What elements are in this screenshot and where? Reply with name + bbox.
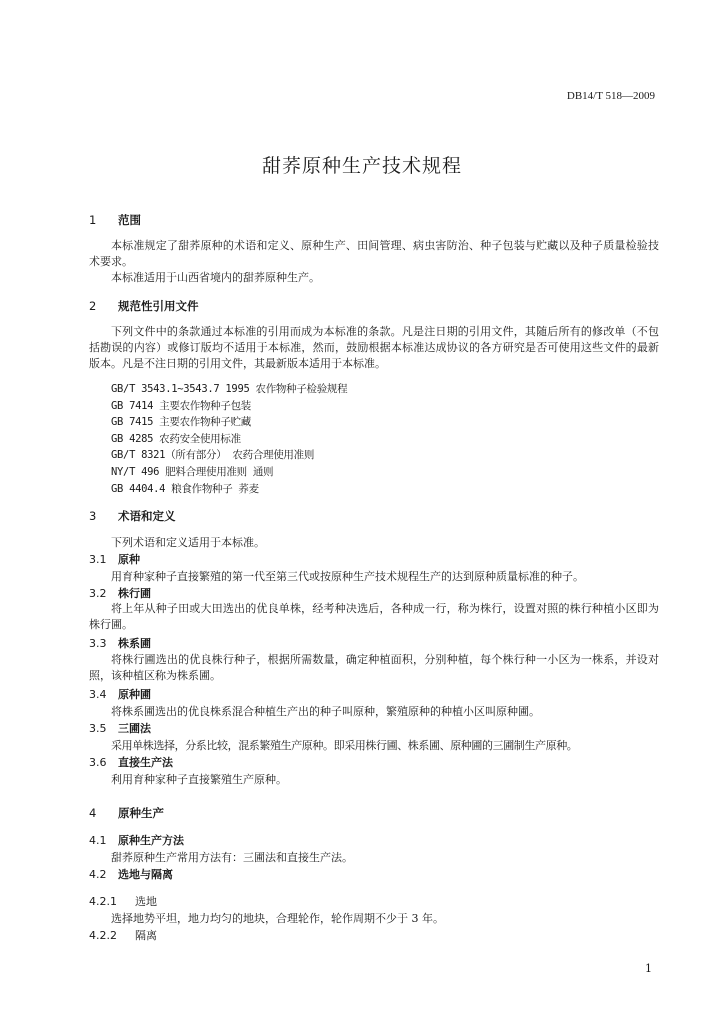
term-3-5-text: 采用单株选择，分系比较，混系繁殖生产原种。即采用株行圃、株系圃、原种圃的三圃制生产原种。 [111,739,578,752]
section-1-paragraph-2: 本标准适用于山西省境内的甜荞原种生产。 [111,271,320,284]
standard-code: DB14/T 518—2009 [566,90,655,102]
section-4-heading [89,805,164,821]
page-number: 1 [645,962,652,975]
subsection-4-1-text: 甜荞原种生产常用方法有：三圃法和直接生产法。 [111,851,353,864]
term-number: 3.1 [89,553,107,566]
subsection-4-1-heading [89,832,184,848]
subsection-number: 4.2.2 [89,929,117,942]
term-number: 3.3 [89,637,107,650]
subsection-4-2-2-heading [89,927,157,943]
section-number: 1 [89,213,97,227]
term-number: 3.2 [89,587,107,600]
section-1-paragraph-1: 本标准规定了甜荞原种的术语和定义、原种生产、田间管理、病虫害防治、种子包装与贮藏以及种子质量检验技术要求。 [89,239,659,268]
subsection-4-2-heading [89,866,173,882]
term-title: 株系圃 [118,637,151,650]
term-3-4-text: 将株系圃选出的优良株系混合种植生产出的种子叫原种，繁殖原种的种植小区叫原种圃。 [111,705,540,718]
term-number: 3.4 [89,688,107,701]
reference-item: NY/T 496 肥料合理使用准则 通则 [111,466,274,478]
term-3-3-heading [89,635,151,651]
section-2-paragraph-1: 下列文件中的条款通过本标准的引用而成为本标准的条款。凡是注日期的引用文件，其随后所有的修改单（不包括勘误的内容）或修订版均不适用于本标准，然而，鼓励根据本标准达成协议的各方研究是否可使用这些文件的最新版本。凡是不注日期的引用文件，其最新版本适用于本标准。 [89,325,659,370]
term-3-6-heading [89,754,173,770]
reference-item: GB 7415 主要农作物种子贮藏 [111,416,251,428]
document-title: 甜荞原种生产技术规程 [261,155,462,177]
term-title: 原种 [118,553,140,566]
term-3-1-heading [89,551,140,567]
term-3-2-heading [89,585,151,601]
section-title: 规范性引用文件 [118,299,199,313]
section-number: 3 [89,509,97,523]
subsection-number: 4.1 [89,834,107,847]
section-3-intro: 下列术语和定义适用于本标准。 [111,536,265,549]
section-title: 原种生产 [118,806,164,820]
reference-item: GB 4285 农药安全使用标准 [111,433,241,445]
section-1-heading [89,212,141,228]
subsection-title: 选地 [135,895,157,908]
term-number: 3.5 [89,722,107,735]
reference-item: GB 7414 主要农作物种子包装 [111,400,251,412]
term-3-5-heading [89,720,151,736]
section-title: 术语和定义 [118,509,176,523]
section-3-heading [89,508,176,524]
subsection-4-2-1-text: 选择地势平坦，地力均匀的地块，合理轮作，轮作周期不少于 3 年。 [111,912,444,925]
section-number: 2 [89,299,97,313]
section-number: 4 [89,806,97,820]
term-3-4-heading [89,686,151,702]
term-title: 原种圃 [118,688,151,701]
section-2-heading [89,298,199,314]
term-number: 3.6 [89,756,107,769]
subsection-title: 隔离 [135,929,157,942]
term-3-6-text: 利用育种家种子直接繁殖生产原种。 [111,773,287,786]
subsection-title: 选地与隔离 [118,868,173,881]
term-3-3-text: 将株行圃选出的优良株行种子，根据所需数量，确定种植面积，分别种植，每个株行种一小区为一株系，并设对照，该种植区称为株系圃。 [89,653,659,682]
term-3-2-text: 将上年从种子田或大田选出的优良单株，经考种决选后，各种成一行，称为株行，设置对照的株行种植小区即为株行圃。 [89,602,659,631]
subsection-number: 4.2 [89,868,107,881]
term-title: 株行圃 [118,587,151,600]
term-title: 直接生产法 [118,756,173,769]
reference-item: GB/T 3543.1~3543.7 1995 农作物种子检验规程 [111,383,348,395]
term-title: 三圃法 [118,722,151,735]
reference-item: GB 4404.4 粮食作物种子 荞麦 [111,483,259,495]
subsection-title: 原种生产方法 [118,834,184,847]
reference-item: GB/T 8321（所有部分） 农药合理使用准则 [111,449,315,461]
section-title: 范围 [118,213,141,227]
subsection-number: 4.2.1 [89,895,117,908]
subsection-4-2-1-heading [89,893,157,909]
term-3-1-text: 用育种家种子直接繁殖的第一代至第三代或按原种生产技术规程生产的达到原种质量标准的种子。 [111,570,584,583]
